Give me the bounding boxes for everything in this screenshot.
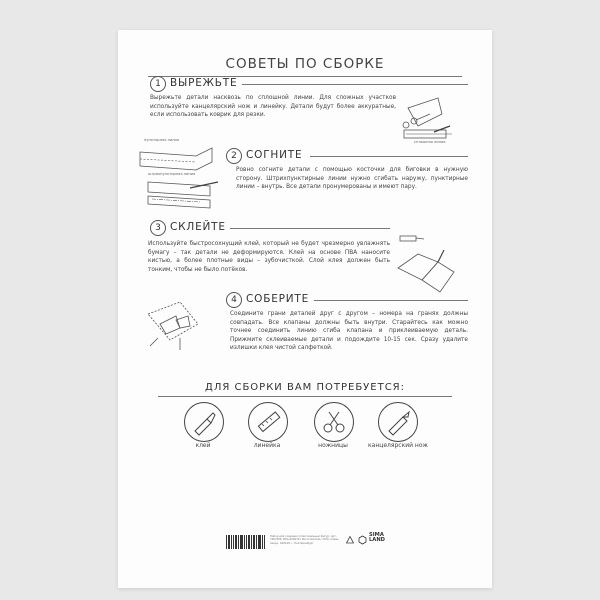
step-2-dashdot-label: штрихпунктирная линия [148,172,196,176]
fine-print: Набор для создания полигональных фигур. Арт. 7487506. ВКА-4260721 Изготовитель: ООО «Сима-ленд», 620100, г. Екатеринбург [270,535,339,545]
utility-knife-icon [378,402,418,442]
step-2-illustration [130,142,226,214]
barcode [226,535,266,553]
tools-divider [158,396,452,397]
recycle-icon [346,536,354,544]
step-3-illustration [394,232,468,298]
step-4-title: СОБЕРИТЕ [246,293,310,305]
step-4-text: Соедините грани деталей друг с другом – номера на гранях должны совпадать. Все клапаны должны быть внутри. Старайтесь как можно точнее соединить линию сгиба клапана и приклеиваемую деталь. Прижмите склеиваемые детали и подождите 10-15 сек. Сразу удалите излишки клея чистой салфеткой. [230,311,468,352]
step-1-text: Вырежьте детали насквозь по сплошной линии. Для сложных участков используйте канцелярский нож и линейку. Детали будут более аккуратные, если использовать коврик для резки. [150,95,396,119]
step-2-text: Ровно согните детали с помощью косточки для биговки в нужную сторону. Штрихпунктирные линии нужно сгибать наружу, пунктирные линии – внутрь. Все детали пронумерованы и имеют пару. [236,167,468,191]
step-2-title: СОГНИТЕ [246,149,303,161]
tool-label-scissors: ножницы [318,442,348,449]
step-4-illustration [140,294,220,360]
step-2-number: 2 [226,148,242,164]
tool-label-glue: клей [195,442,211,449]
tool-label-ruler: линейка [253,442,281,449]
brand-name: SIMA LAND [369,532,385,544]
step-2-dashed-label: пунктирная линия [144,138,180,142]
instruction-sheet [118,30,492,588]
step-1-divider [242,84,468,85]
step-3-divider [230,228,390,229]
step-4-number: 4 [226,292,242,308]
scissors-icon [314,402,354,442]
step-2-divider [310,156,468,157]
tool-label-knife: канцелярский нож [368,442,428,449]
tools-title: ДЛЯ СБОРКИ ВАМ ПОТРЕБУЕТСЯ: [205,382,405,393]
glue-icon [184,402,224,442]
step-3-title: СКЛЕЙТЕ [170,221,226,233]
ruler-icon [248,402,288,442]
step-4-divider [314,300,468,301]
page-title: СОВЕТЫ ПО СБОРКЕ [225,56,385,72]
step-3-text: Используйте быстросохнущий клей, который не будет чрезмерно увлажнять бумагу – так детали не деформируются. Клей на основе ПВА наносите кистью, а более плотные виды – зубочисткой. Слой клея должен быть тонким, чтобы не было потёков. [148,241,390,273]
brand-logo-icon [358,535,367,545]
step-3-number: 3 [150,220,166,236]
step-1-line-label: сплошная линия [414,140,446,144]
step-1-title: ВЫРЕЖЬТЕ [170,77,238,89]
step-1-number: 1 [150,76,166,92]
